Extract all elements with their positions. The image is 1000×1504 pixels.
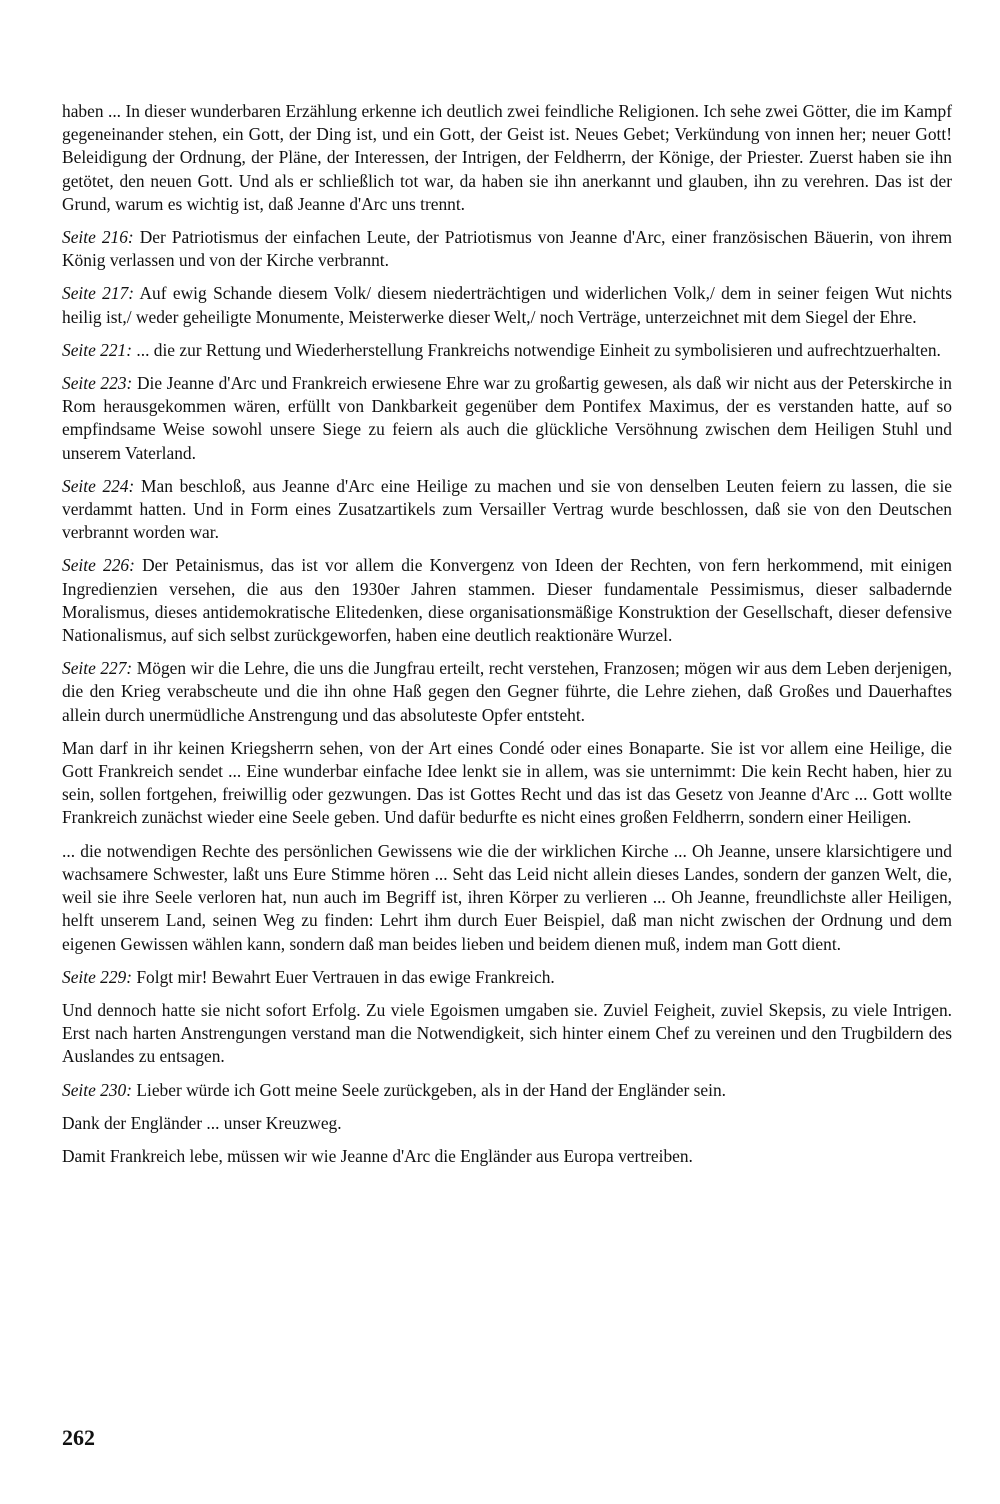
paragraph-text: Lieber würde ich Gott meine Seele zurückgeben, als in der Hand der Engländer sein.	[132, 1079, 726, 1100]
paragraph	[62, 1112, 952, 1135]
paragraph	[62, 282, 952, 328]
paragraph-text: Man beschloß, aus Jeanne d'Arc eine Heilige zu machen und sie von denselben Leuten feiern zu lassen, die sie verdammt hatten. Und in Form eines Zusatzartikels zum Versailler Vertrag wurde beschlossen, daß sie von den Deutschen verbrannt worden war.	[62, 475, 952, 543]
paragraph-text: Der Petainismus, das ist vor allem die Konvergenz von Ideen der Rechten, von fern herkommend, mit einigen Ingredienzien versehen, die aus den 1930er Jahren stammen. Dieser fundamentale Pessimismus, dieser salbadernde Moralismus, dieses antidemokratische Elitedenken, diese organisationsmäßige Konstruktion der Gesellschaft, dieser defensive Nationalismus, auf sich selbst zurückgeworfen, haben eine deutlich reaktionäre Wurzel.	[62, 555, 952, 646]
paragraph	[62, 840, 952, 956]
paragraph	[62, 657, 952, 727]
page-reference: Seite 223:	[62, 373, 133, 394]
paragraph-text: Folgt mir! Bewahrt Euer Vertrauen in das ewige Frankreich.	[132, 966, 555, 987]
paragraph	[62, 1145, 952, 1168]
paragraph	[62, 737, 952, 830]
paragraph	[62, 966, 952, 989]
paragraph-text: Und dennoch hatte sie nicht sofort Erfolg. Zu viele Egoismen umgaben sie. Zuviel Feigheit, zuviel Skepsis, zu viele Intrigen. Erst nach harten Anstrengungen verstand man die Notwendigkeit, sich hinter einem Chef zu vereinen und den Trugbildern des Auslandes zu entsagen.	[62, 999, 952, 1067]
paragraph-text: Auf ewig Schande diesem Volk/ diesem niederträchtigen und widerlichen Volk,/ dem in seiner feigen Wut nichts heilig ist,/ weder geheiligte Monumente, Meisterwerke dieser Welt,/ noch Verträge, unterzeichnet mit dem Siegel der Ehre.	[62, 283, 952, 327]
page-reference: Seite 227:	[62, 658, 133, 679]
paragraph	[62, 1079, 952, 1102]
paragraph-text: ... die notwendigen Rechte des persönlichen Gewissens wie die der wirklichen Kirche ... Oh Jeanne, unsere klarsichtigere und wachsamere Schwester, laßt uns Eure Stimme hören ... Seht das Leid nicht allein dieses Landes, sondern der ganzen Welt, die, weil sie ihre Seele verloren hat, nun auch im Begriff ist, ihren Körper zu verlieren ... Oh Jeanne, freundlichste aller Heiligen, helft unserem Land, seinen Weg zu finden: Lehrt ihm durch Euer Beispiel, daß man nicht zwischen der Ordnung und dem eigenen Gewissen wählen kann, sondern daß man beides lieben und beidem dienen muß, indem man Gott dient.	[62, 840, 952, 954]
paragraph	[62, 372, 952, 465]
page-body	[62, 100, 952, 1178]
paragraph-text: Dank der Engländer ... unser Kreuzweg.	[62, 1112, 342, 1133]
page-reference: Seite 217:	[62, 283, 135, 304]
page-reference: Seite 226:	[62, 555, 135, 576]
paragraph-text: Man darf in ihr keinen Kriegsherrn sehen, von der Art eines Condé oder eines Bonaparte. Sie ist vor allem eine Heilige, die Gott Frankreich sendet ... Eine wunderbar einfache Idee lenkt sie in allem, was sie unternimmt: Die kein Recht haben, hier zu sein, sollen fortgehen, freiwillig oder gezwungen. Das ist Gottes Recht und das ist das Gesetz von Jeanne d'Arc ... Gott wollte Frankreich zunächst wieder eine Seele geben. Und dafür bedurfte es nicht eines großen Feldherrn, sondern einer Heiligen.	[62, 737, 952, 828]
paragraph	[62, 554, 952, 647]
page-reference: Seite 230:	[62, 1079, 133, 1100]
paragraph-text: ... die zur Rettung und Wiederherstellung Frankreichs notwendige Einheit zu symbolisieren und aufrechtzuerhalten.	[132, 339, 941, 360]
paragraph-text: Mögen wir die Lehre, die uns die Jungfrau erteilt, recht verstehen, Franzosen; mögen wir aus dem Leben derjenigen, die den Krieg verabscheute und die ihn ohne Haß gegen den Gegner führte, die Lehre ziehen, daß Großes und Dauerhaftes allein durch unermüdliche Anstrengung und das absoluteste Opfer entsteht.	[62, 658, 952, 725]
page-reference: Seite 216:	[62, 227, 134, 248]
page-number: 262	[62, 1425, 95, 1450]
paragraph	[62, 339, 952, 362]
paragraph-text: Die Jeanne d'Arc und Frankreich erwiesene Ehre war zu großartig gewesen, als daß wir nicht aus der Peterskirche in Rom herausgekommen wären, erfüllt von Dankbarkeit gegenüber dem Pontifex Maximus, der es verstanden hatte, auf so empfindsame Weise sowohl unsere Siege zu feiern als auch die glückliche Versöhnung zwischen dem Heiligen Stuhl und unserem Vaterland.	[62, 373, 952, 463]
paragraph	[62, 475, 952, 545]
paragraph-text: Damit Frankreich lebe, müssen wir wie Jeanne d'Arc die Engländer aus Europa vertreiben.	[62, 1145, 693, 1166]
paragraph	[62, 226, 952, 272]
page-reference: Seite 224:	[62, 475, 135, 496]
paragraph	[62, 999, 952, 1069]
paragraph-text: Der Patriotismus der einfachen Leute, der Patriotismus von Jeanne d'Arc, einer französischen Bäuerin, von ihrem König verlassen und von der Kirche verbrannt.	[62, 227, 952, 271]
paragraph	[62, 100, 952, 216]
paragraph-text: haben ... In dieser wunderbaren Erzählung erkenne ich deutlich zwei feindliche Religionen. Ich sehe zwei Götter, die im Kampf gegeneinander stehen, ein Gott, der Ding ist, und ein Gott, der Geist ist. Neues Gebet; Verkündung von innen her; neuer Gott! Beleidigung der Ordnung, der Pläne, der Interessen, der Intrigen, der Feldherrn, der Könige, der Priester. Zuerst haben sie ihn getötet, den neuen Gott. Und als er schließlich tot war, da haben sie ihn anerkannt und glauben, ihn zu verehren. Das ist der Grund, warum es wichtig ist, daß Jeanne d'Arc uns trennt.	[62, 101, 952, 214]
page-reference: Seite 221:	[62, 339, 133, 360]
page-reference: Seite 229:	[62, 966, 133, 987]
